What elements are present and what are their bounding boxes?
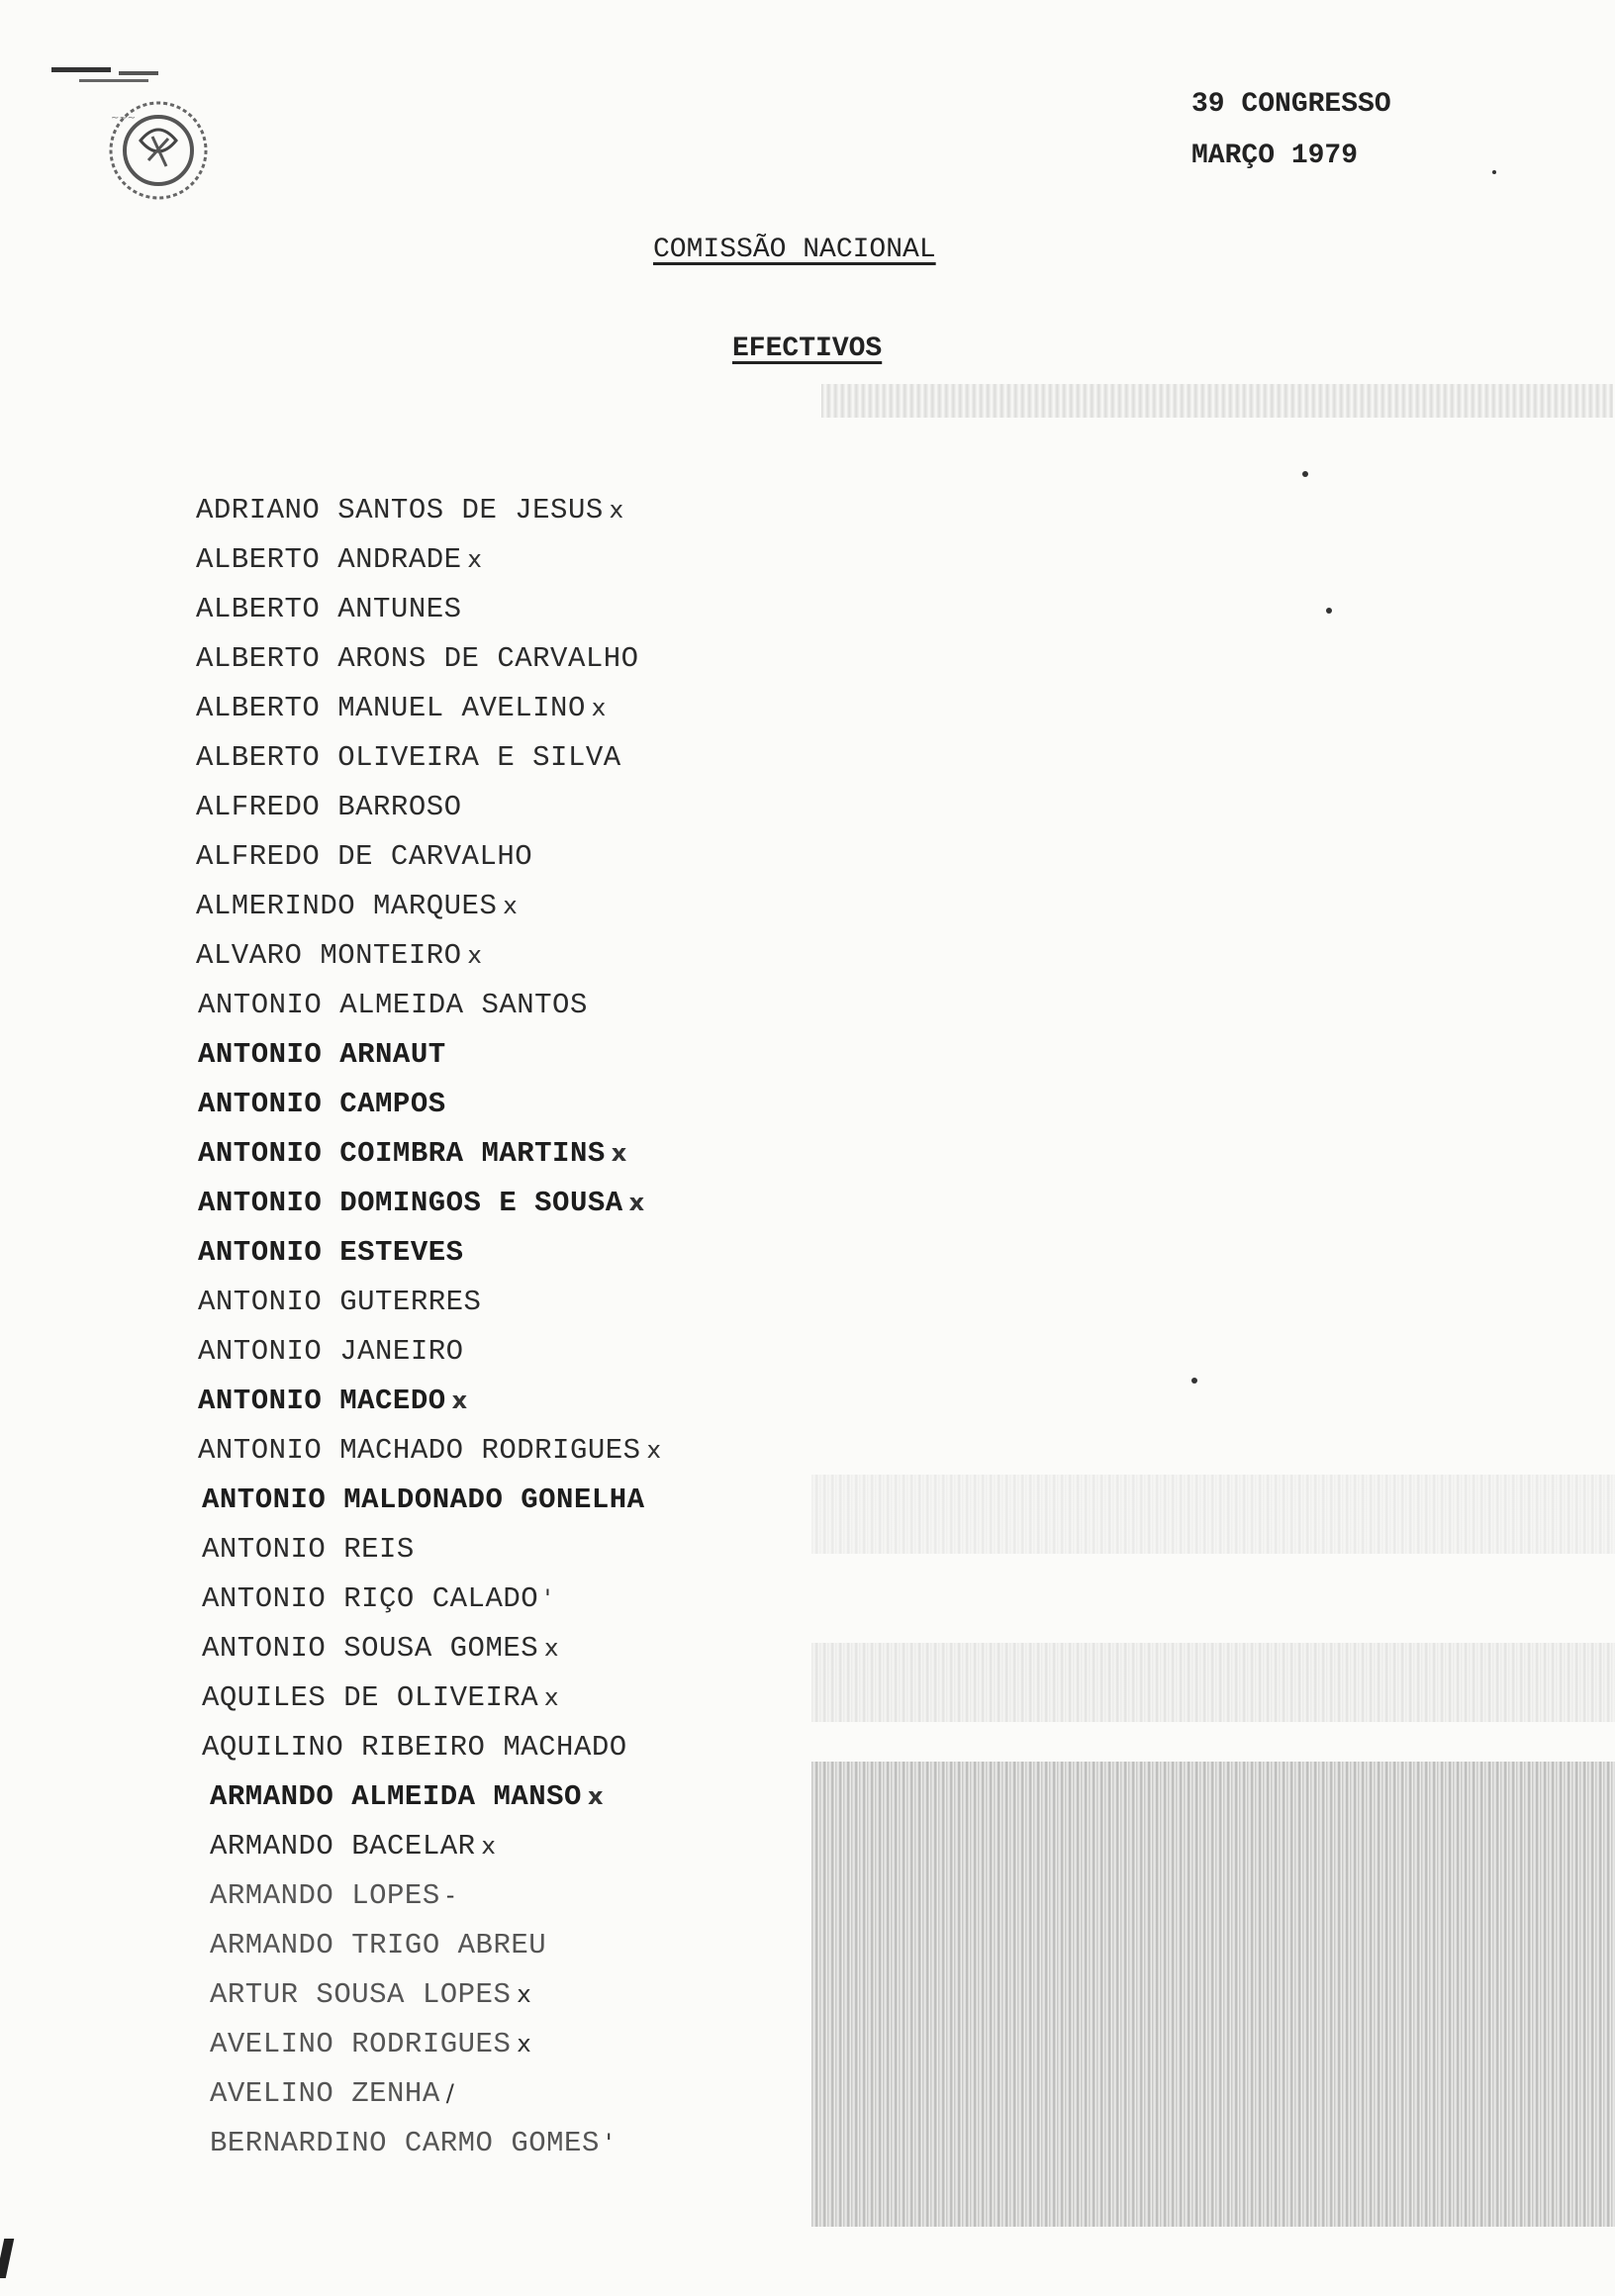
- member-name: ANTONIO JANEIRO: [198, 1335, 464, 1368]
- member-name: ALBERTO OLIVEIRA E SILVA: [196, 741, 621, 774]
- member-row: [196, 2118, 661, 2167]
- member-name: ANTONIO RIÇO CALADO: [202, 1582, 539, 1615]
- party-seal-icon: [49, 61, 238, 210]
- handwritten-check-mark: x: [611, 1139, 627, 1167]
- document-title: COMISSÃO NACIONAL: [653, 235, 936, 265]
- handwritten-check-mark: /: [445, 2079, 455, 2107]
- member-name: BERNARDINO CARMO GOMES: [210, 2127, 600, 2159]
- member-list: [196, 485, 661, 2167]
- member-row: [196, 1227, 661, 1277]
- member-name: AVELINO ZENHA: [210, 2077, 440, 2110]
- member-name: ADRIANO SANTOS DE JESUS: [196, 494, 604, 526]
- handwritten-check-mark: x: [517, 2030, 532, 2057]
- member-row: [196, 2019, 661, 2068]
- member-row: [196, 1475, 661, 1524]
- member-name: ANTONIO MACHADO RODRIGUES: [198, 1434, 641, 1467]
- member-row: [196, 1178, 661, 1227]
- member-row: [196, 485, 661, 534]
- handwritten-check-mark: -: [445, 1881, 455, 1909]
- member-row: [196, 1920, 661, 1969]
- member-row: [196, 633, 661, 683]
- scan-artifact: [821, 384, 1613, 418]
- member-row: [196, 1969, 661, 2019]
- member-row: [196, 584, 661, 633]
- member-name: ANTONIO ARNAUT: [198, 1038, 446, 1071]
- member-name: ANTONIO MALDONADO GONELHA: [202, 1483, 645, 1516]
- handwritten-check-mark: x: [517, 1980, 532, 2008]
- scan-artifact: [811, 1762, 1615, 2227]
- member-name: ALBERTO ANDRADE: [196, 543, 462, 576]
- member-name: ALBERTO MANUEL AVELINO: [196, 692, 586, 724]
- handwritten-check-mark: x: [587, 1782, 604, 1810]
- member-row: [196, 1376, 661, 1425]
- member-name: ANTONIO COIMBRA MARTINS: [198, 1137, 606, 1170]
- member-row: [196, 1079, 661, 1128]
- member-row: [196, 980, 661, 1029]
- handwritten-check-mark: x: [646, 1436, 662, 1464]
- member-name: ARMANDO BACELAR: [210, 1830, 476, 1863]
- speck: [1492, 170, 1496, 174]
- document-header: [1191, 79, 1391, 182]
- member-row: [196, 1623, 661, 1673]
- member-name: ANTONIO CAMPOS: [198, 1088, 446, 1120]
- member-name: ALMERINDO MARQUES: [196, 890, 498, 922]
- member-name: ARTUR SOUSA LOPES: [210, 1978, 512, 2011]
- member-row: [196, 683, 661, 732]
- member-row: [196, 732, 661, 782]
- member-row: [196, 1326, 661, 1376]
- member-row: [196, 930, 661, 980]
- member-row: [196, 1425, 661, 1475]
- svg-text:~~~: ~~~: [111, 113, 137, 124]
- member-row: [196, 1870, 661, 1920]
- member-name: ANTONIO ALMEIDA SANTOS: [198, 989, 588, 1021]
- member-row: [196, 831, 661, 881]
- speck: [1191, 1378, 1197, 1384]
- handwritten-check-mark: x: [609, 496, 624, 524]
- member-row: [196, 1277, 661, 1326]
- scan-artifact: [811, 1643, 1615, 1722]
- congress-label: 39 CONGRESSO: [1191, 89, 1391, 120]
- member-name: ANTONIO SOUSA GOMES: [202, 1632, 539, 1665]
- scan-artifact: [811, 1475, 1615, 1554]
- member-row: [196, 1029, 661, 1079]
- member-name: ALFREDO DE CARVALHO: [196, 840, 533, 873]
- speck: [1326, 608, 1332, 614]
- member-row: [196, 1574, 661, 1623]
- member-row: [196, 782, 661, 831]
- handwritten-check-mark: x: [467, 941, 483, 969]
- handwritten-check-mark: x: [544, 1634, 559, 1662]
- scan-artifact: [0, 2239, 14, 2278]
- member-row: [196, 1128, 661, 1178]
- member-row: [196, 2068, 661, 2118]
- handwritten-check-mark: ': [605, 2129, 613, 2156]
- handwritten-check-mark: x: [481, 1832, 497, 1860]
- member-name: AVELINO RODRIGUES: [210, 2028, 512, 2060]
- handwritten-check-mark: x: [503, 892, 519, 919]
- member-row: [196, 1673, 661, 1722]
- date-label: MARÇO 1979: [1191, 141, 1359, 171]
- member-row: [196, 1771, 661, 1821]
- handwritten-check-mark: x: [544, 1683, 559, 1711]
- member-name: ANTONIO GUTERRES: [198, 1286, 482, 1318]
- member-name: AQUILINO RIBEIRO MACHADO: [202, 1731, 627, 1764]
- member-name: ANTONIO DOMINGOS E SOUSA: [198, 1187, 623, 1219]
- member-name: ARMANDO ALMEIDA MANSO: [210, 1780, 582, 1813]
- handwritten-check-mark: x: [467, 545, 483, 573]
- member-name: ANTONIO REIS: [202, 1533, 415, 1566]
- handwritten-check-mark: x: [451, 1387, 468, 1414]
- member-name: ALBERTO ARONS DE CARVALHO: [196, 642, 639, 675]
- member-name: ALFREDO BARROSO: [196, 791, 462, 823]
- handwritten-check-mark: x: [628, 1189, 645, 1216]
- member-row: [196, 1722, 661, 1771]
- member-name: ARMANDO TRIGO ABREU: [210, 1929, 547, 1961]
- member-row: [196, 1821, 661, 1870]
- member-row: [196, 1524, 661, 1574]
- member-row: [196, 881, 661, 930]
- member-row: [196, 534, 661, 584]
- document-subtitle: EFECTIVOS: [732, 334, 883, 364]
- handwritten-check-mark: x: [591, 694, 607, 721]
- speck: [1302, 471, 1308, 477]
- member-name: ANTONIO ESTEVES: [198, 1236, 464, 1269]
- member-name: AQUILES DE OLIVEIRA: [202, 1681, 539, 1714]
- handwritten-check-mark: ': [544, 1584, 552, 1612]
- member-name: ALBERTO ANTUNES: [196, 593, 462, 625]
- member-name: ARMANDO LOPES: [210, 1879, 440, 1912]
- member-name: ANTONIO MACEDO: [198, 1385, 446, 1417]
- member-name: ALVARO MONTEIRO: [196, 939, 462, 972]
